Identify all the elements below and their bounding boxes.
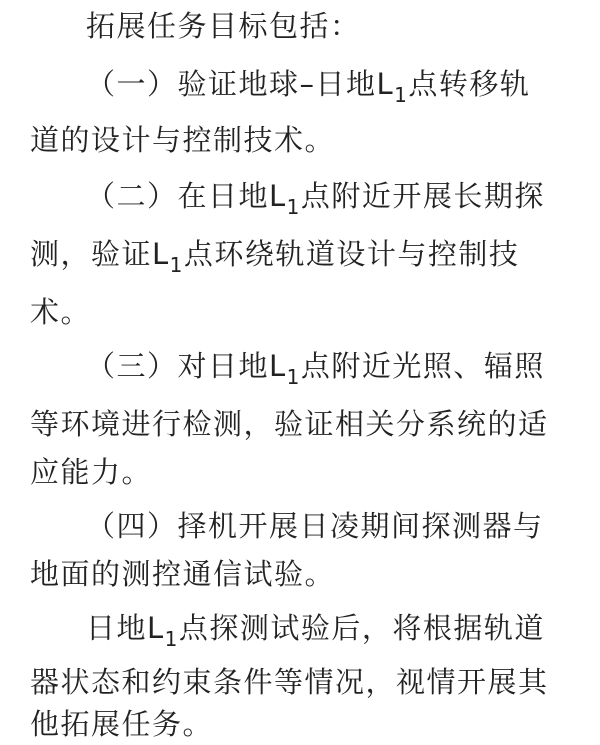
item-one-text-a: （一）验证地球–日地L bbox=[86, 67, 395, 101]
item-one-line-1 bbox=[86, 64, 600, 107]
closing-line-1 bbox=[86, 608, 600, 651]
closing-text-c: 器状态和约束条件等情况，视情开展其 bbox=[30, 665, 549, 699]
subscript-1: 1 bbox=[286, 195, 301, 219]
subscript-1: 1 bbox=[394, 83, 409, 107]
item-one-line-2 bbox=[30, 120, 600, 160]
item-three-text-a: （三）对日地L bbox=[86, 349, 287, 383]
subscript-1: 1 bbox=[286, 365, 301, 389]
item-one-text-c: 道的设计与控制技术。 bbox=[30, 123, 336, 157]
item-three-text-b: 点附近光照、辐照 bbox=[300, 349, 545, 383]
item-four-text-a: （四）择机开展日凌期间探测器与 bbox=[86, 509, 544, 543]
item-four-line-1 bbox=[86, 506, 600, 546]
subscript-1: 1 bbox=[169, 253, 184, 277]
closing-line-2 bbox=[30, 662, 600, 702]
item-two-line-1 bbox=[86, 176, 600, 219]
item-two-text-b: 点附近开展长期探 bbox=[300, 179, 545, 213]
paragraph-intro-line bbox=[86, 6, 600, 46]
item-two-text-a: （二）在日地L bbox=[86, 179, 287, 213]
item-two-text-d: 点环绕轨道设计与控制技 bbox=[183, 237, 520, 271]
closing-line-3 bbox=[30, 704, 600, 744]
item-three-line-3 bbox=[30, 452, 600, 492]
closing-text-b: 点探测试验后，将根据轨道 bbox=[178, 611, 545, 645]
item-one-text-b: 点转移轨 bbox=[408, 67, 531, 101]
item-two-line-3 bbox=[30, 292, 600, 332]
item-two-line-2 bbox=[30, 234, 600, 277]
item-four-line-2 bbox=[30, 554, 600, 594]
intro-text: 拓展任务目标包括： bbox=[86, 9, 361, 43]
item-four-text-b: 地面的测控通信试验。 bbox=[30, 557, 336, 591]
subscript-1: 1 bbox=[164, 627, 179, 651]
item-three-line-2 bbox=[30, 404, 600, 444]
item-three-line-1 bbox=[86, 346, 600, 389]
closing-text-d: 他拓展任务。 bbox=[30, 707, 214, 741]
item-three-text-d: 应能力。 bbox=[30, 455, 153, 489]
item-three-text-c: 等环境进行检测，验证相关分系统的适 bbox=[30, 407, 549, 441]
item-two-text-e: 术。 bbox=[30, 295, 92, 329]
item-two-text-c: 测，验证L bbox=[30, 237, 170, 271]
closing-text-a: 日地L bbox=[86, 611, 165, 645]
